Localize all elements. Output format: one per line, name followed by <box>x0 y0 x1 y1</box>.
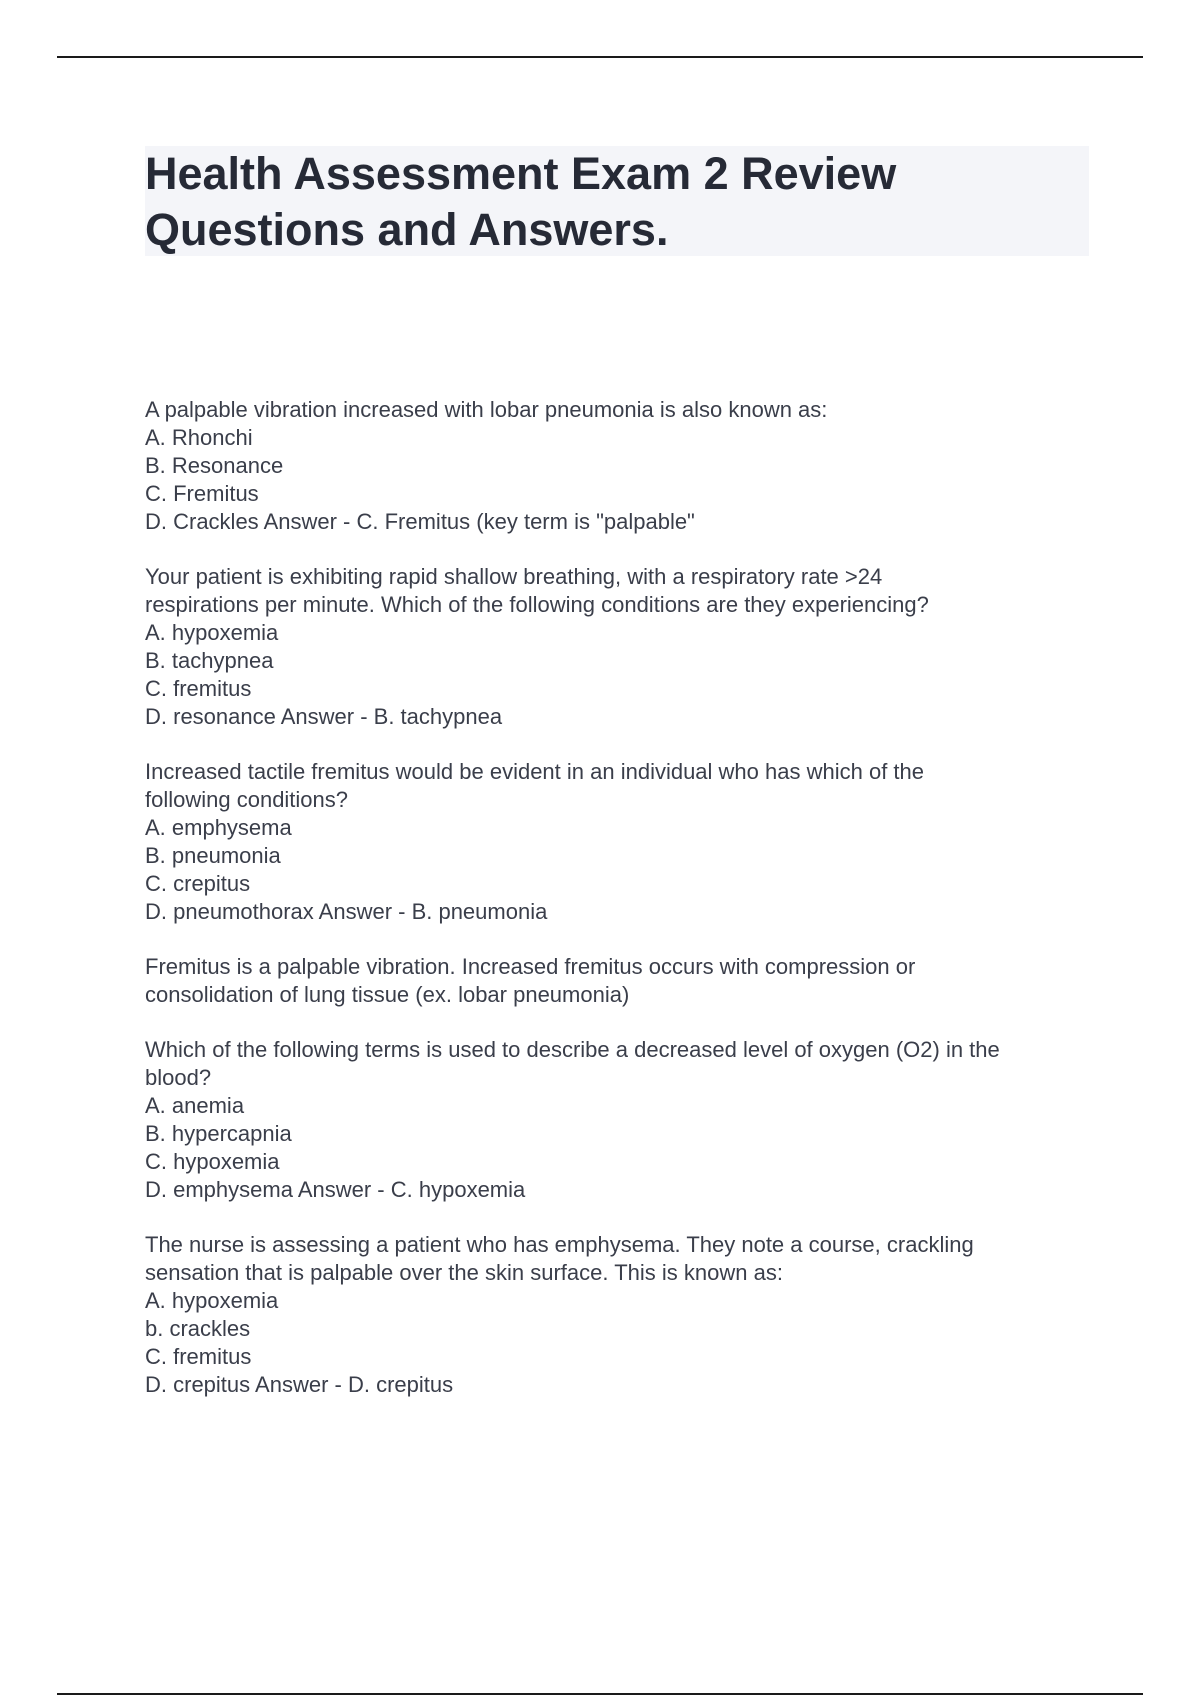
title-line-1: Health Assessment Exam 2 Review <box>145 148 897 199</box>
qa-content <box>145 396 1089 1426</box>
question-text: A palpable vibration increased with lobar pneumonia is also known as: <box>145 397 828 422</box>
option-c: C. Fremitus <box>145 481 259 506</box>
question-text: Increased tactile fremitus would be evident in an individual who has which of the <box>145 759 925 784</box>
option-c: C. crepitus <box>145 871 251 896</box>
qa-block-3 <box>145 758 1089 926</box>
question-text-cont: following conditions? <box>145 787 349 812</box>
title-line-2: Questions and Answers. <box>145 204 669 255</box>
option-c: C. fremitus <box>145 676 252 701</box>
question-text: Your patient is exhibiting rapid shallow breathing, with a respiratory rate >24 <box>145 564 883 589</box>
option-c: C. fremitus <box>145 1344 252 1369</box>
bottom-rule <box>57 1693 1143 1695</box>
option-b: B. tachypnea <box>145 648 274 673</box>
qa-block-1 <box>145 396 1089 536</box>
page-title <box>145 146 1089 258</box>
note-text: Fremitus is a palpable vibration. Increased fremitus occurs with compression or <box>145 954 916 979</box>
option-b: B. hypercapnia <box>145 1121 292 1146</box>
question-text: The nurse is assessing a patient who has emphysema. They note a course, crackling <box>145 1232 974 1257</box>
option-b: B. Resonance <box>145 453 284 478</box>
question-text-cont: respirations per minute. Which of the following conditions are they experiencing? <box>145 592 929 617</box>
qa-block-2 <box>145 563 1089 731</box>
question-text-cont: blood? <box>145 1065 212 1090</box>
option-c: C. hypoxemia <box>145 1149 280 1174</box>
option-a: A. emphysema <box>145 815 292 840</box>
option-b: B. pneumonia <box>145 843 281 868</box>
top-rule <box>57 56 1143 58</box>
option-d-answer: D. resonance Answer - B. tachypnea <box>145 704 503 729</box>
note-block <box>145 953 1089 1009</box>
option-a: A. hypoxemia <box>145 620 279 645</box>
option-d-answer: D. pneumothorax Answer - B. pneumonia <box>145 899 548 924</box>
option-d-answer: D. crepitus Answer - D. crepitus <box>145 1372 454 1397</box>
option-a: A. hypoxemia <box>145 1288 279 1313</box>
option-a: A. anemia <box>145 1093 245 1118</box>
question-text: Which of the following terms is used to describe a decreased level of oxygen (O2) in the <box>145 1037 1000 1062</box>
question-text-cont: sensation that is palpable over the skin surface. This is known as: <box>145 1260 783 1285</box>
note-text-cont: consolidation of lung tissue (ex. lobar pneumonia) <box>145 982 630 1007</box>
qa-block-4 <box>145 1036 1089 1204</box>
option-d-answer: D. emphysema Answer - C. hypoxemia <box>145 1177 526 1202</box>
option-a: A. Rhonchi <box>145 425 253 450</box>
qa-block-5 <box>145 1231 1089 1399</box>
option-b: b. crackles <box>145 1316 251 1341</box>
option-d-answer: D. Crackles Answer - C. Fremitus (key term is "palpable" <box>145 509 695 534</box>
